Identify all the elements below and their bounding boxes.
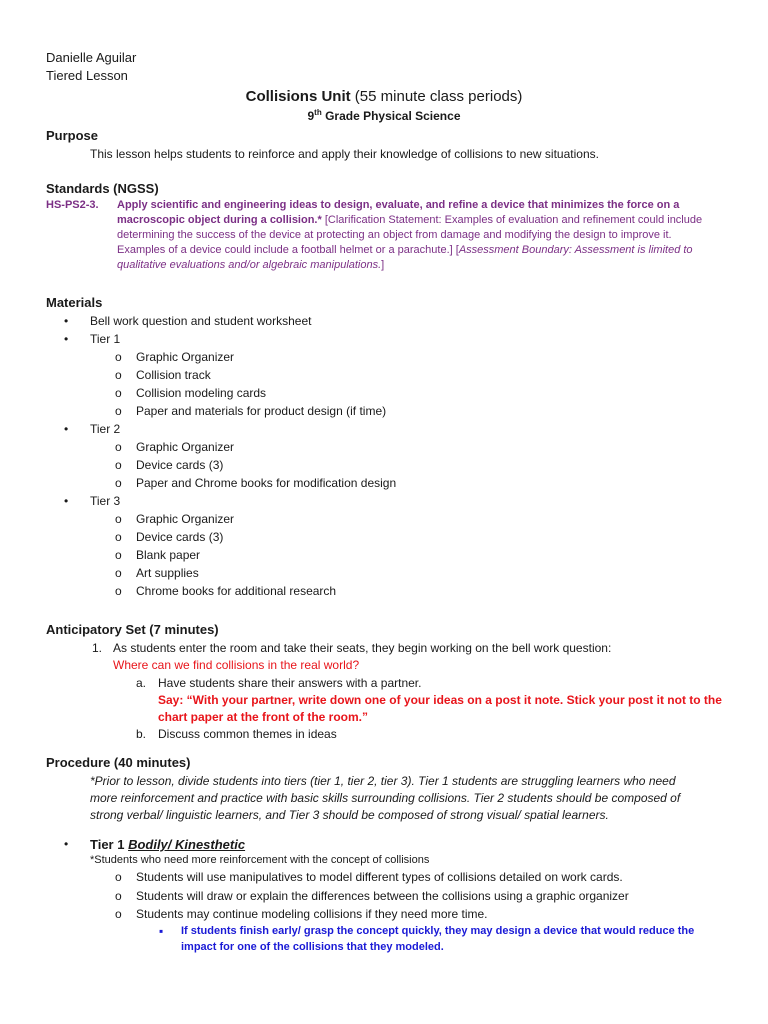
sub-bullet-icon: o	[115, 889, 122, 903]
step-number: 1.	[92, 641, 103, 655]
say-line-1: Say: “With your partner, write down one of your ideas on a post it note. Stick your post it not to the	[158, 693, 722, 707]
bullet-icon: •	[64, 422, 69, 436]
standard-text	[117, 198, 702, 273]
substep-a-text: Have students share their answers with a partner.	[158, 676, 422, 690]
sub-bullet-icon: o	[115, 566, 122, 580]
grade-number: 9	[307, 109, 315, 123]
tier3-material: Blank paper	[136, 548, 201, 562]
sub-bullet-icon: o	[115, 350, 122, 364]
materials-item-tier3: Tier 3	[90, 494, 121, 508]
page-title	[0, 87, 768, 106]
sub-bullet-icon: o	[115, 386, 122, 400]
standards-heading: Standards (NGSS)	[46, 181, 159, 196]
materials-heading: Materials	[46, 295, 103, 310]
substep-marker-b: b.	[136, 727, 147, 741]
sub-bullet-icon: o	[115, 458, 122, 472]
sub-bullet-icon: o	[115, 907, 122, 921]
tier1-material: Paper and materials for product design (if time)	[136, 404, 387, 418]
tier1-material: Collision modeling cards	[136, 386, 267, 400]
tier1-note: *Students who need more reinforcement with the concept of collisions	[90, 854, 430, 866]
early-finish-line-1: If students finish early/ grasp the concept quickly, they may design a device that would reduce the	[181, 925, 695, 937]
standard-line-5-italic: qualitative evaluations and/or algebraic manipulations.	[117, 259, 382, 271]
anticipatory-heading: Anticipatory Set (7 minutes)	[46, 622, 219, 637]
tier2-material: Paper and Chrome books for modification design	[136, 476, 397, 490]
tier1-procedure-item: Students will use manipulatives to model different types of collisions detailed on work cards.	[136, 870, 623, 884]
standard-line-4-text: Examples of a device could include a football helmet or a parachute.] [	[117, 244, 459, 256]
procedure-heading: Procedure (40 minutes)	[46, 755, 191, 770]
title-paren: (55 minute class periods)	[354, 88, 523, 105]
bullet-icon: •	[64, 332, 69, 346]
tier1-material: Collision track	[136, 368, 211, 382]
early-finish-line-2: impact for one of the collisions that they modeled.	[181, 941, 444, 953]
standard-line-5	[117, 258, 702, 273]
sub-bullet-icon: o	[115, 440, 122, 454]
tier1-procedure-item: Students may continue modeling collisions if they need more time.	[136, 907, 488, 921]
procedure-note-line-3: strong verbal/ linguistic learners, and Tier 3 should be composed of strong visual/ spatial learners.	[90, 808, 609, 822]
procedure-note-line-1: *Prior to lesson, divide students into tiers (tier 1, tier 2, tier 3). Tier 1 students are struggling learners who need	[90, 774, 676, 788]
tier3-material: Graphic Organizer	[136, 512, 235, 526]
standard-line-2-bold: macroscopic object during a collision.*	[117, 214, 322, 226]
standard-line-4	[117, 243, 702, 258]
materials-item-tier1: Tier 1	[90, 332, 121, 346]
sub-bullet-icon: o	[115, 870, 122, 884]
bullet-icon: •	[64, 494, 69, 508]
sub-bullet-icon: o	[115, 368, 122, 382]
tier1-style: Bodily/ Kinesthetic	[128, 837, 246, 852]
materials-item-bellwork: Bell work question and student worksheet	[90, 314, 312, 328]
standard-line-4-italic: Assessment Boundary: Assessment is limited to	[458, 244, 693, 256]
tier1-label: Tier 1	[90, 837, 129, 852]
square-bullet-icon: ▪	[159, 924, 164, 938]
anticipatory-step-1: As students enter the room and take their seats, they begin working on the bell work question:	[113, 641, 612, 655]
sub-bullet-icon: o	[115, 548, 122, 562]
tier2-material: Graphic Organizer	[136, 440, 235, 454]
sub-bullet-icon: o	[115, 512, 122, 526]
substep-marker-a: a.	[136, 676, 147, 690]
purpose-text: This lesson helps students to reinforce and apply their knowledge of collisions to new situations.	[90, 147, 599, 161]
author-name: Danielle Aguilar	[46, 50, 137, 65]
grade-rest: Grade Physical Science	[325, 109, 461, 123]
say-line-2: chart paper at the front of the room.”	[158, 710, 369, 724]
standard-line-1: Apply scientific and engineering ideas to design, evaluate, and refine a device that minimizes the force on a	[117, 199, 680, 211]
purpose-heading: Purpose	[46, 128, 99, 143]
tier2-material: Device cards (3)	[136, 458, 224, 472]
materials-item-tier2: Tier 2	[90, 422, 121, 436]
grade-superscript: th	[314, 108, 322, 117]
standard-line-3: determining the success of the device at protecting an object from damage and modifying the design to improve it.	[117, 229, 672, 241]
sub-bullet-icon: o	[115, 404, 122, 418]
standard-line-5-end: ]	[381, 259, 385, 271]
procedure-note-line-2: more reinforcement and practice with basic skills surrounding collisions. Tier 2 students should be composed of	[90, 791, 681, 805]
grade-subtitle	[0, 108, 768, 124]
bullet-icon: •	[64, 837, 69, 851]
sub-bullet-icon: o	[115, 530, 122, 544]
sub-bullet-icon: o	[115, 584, 122, 598]
tier3-material: Device cards (3)	[136, 530, 224, 544]
sub-bullet-icon: o	[115, 476, 122, 490]
tier3-material: Chrome books for additional research	[136, 584, 337, 598]
tier3-material: Art supplies	[136, 566, 199, 580]
tier1-heading	[90, 836, 245, 853]
lesson-type: Tiered Lesson	[46, 68, 128, 83]
standard-line-2-rest: [Clarification Statement: Examples of evaluation and refinement could include	[321, 214, 703, 226]
tier1-procedure-item: Students will draw or explain the differences between the collisions using a graphic organizer	[136, 889, 629, 903]
substep-b-text: Discuss common themes in ideas	[158, 727, 337, 741]
title-bold: Collisions Unit	[245, 88, 351, 105]
tier1-material: Graphic Organizer	[136, 350, 235, 364]
standard-line-2	[117, 213, 702, 228]
bullet-icon: •	[64, 314, 69, 328]
standard-code: HS-PS2-3.	[46, 199, 99, 211]
bellwork-question: Where can we find collisions in the real world?	[113, 658, 360, 672]
